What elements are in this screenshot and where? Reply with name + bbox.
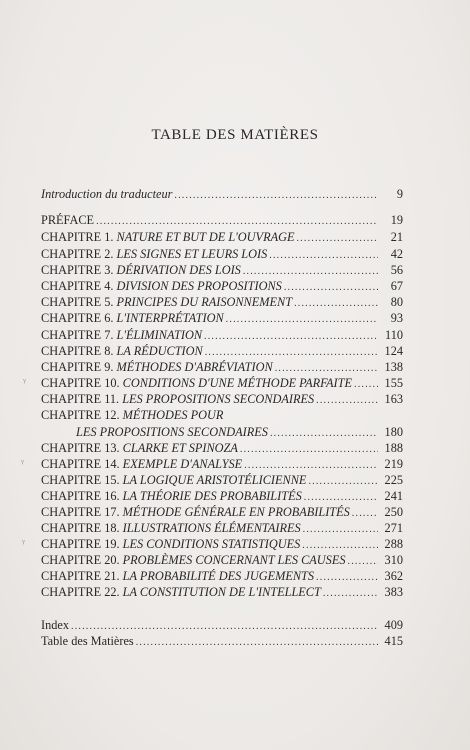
toc-entry-label: Introduction du traducteur: [41, 187, 173, 201]
toc-entry-chapter-3[interactable]: [41, 262, 403, 278]
chapter-number: CHAPITRE 12.: [41, 408, 120, 422]
chapter-number: CHAPITRE 4.: [41, 279, 114, 293]
toc-page-number: 138: [384, 360, 403, 374]
toc-entry-chapter-22[interactable]: [41, 584, 403, 600]
toc-page-number: 219: [384, 457, 403, 471]
chapter-title: LES PROPOSITIONS SECONDAIRES: [122, 392, 315, 406]
chapter-title: L'ÉLIMINATION: [116, 328, 203, 342]
chapter-title: ILLUSTRATIONS ÉLÉMENTAIRES: [122, 521, 301, 535]
chapter-number: CHAPITRE 2.: [41, 247, 114, 261]
chapter-number: CHAPITRE 21.: [41, 569, 120, 583]
chapter-number: CHAPITRE 19.: [41, 537, 120, 551]
chapter-number: CHAPITRE 3.: [41, 263, 114, 277]
toc-page-number: 124: [384, 344, 403, 358]
pencil-mark-icon: ᵞ: [23, 376, 26, 388]
toc-entry-chapter-2[interactable]: [41, 246, 403, 262]
chapter-title: EXEMPLE D'ANALYSE: [122, 457, 243, 471]
toc-entry-chapter-17[interactable]: [41, 504, 403, 520]
dot-leader: [136, 635, 378, 651]
toc-page-number: 188: [384, 441, 403, 455]
chapter-title: MÉTHODE GÉNÉRALE EN PROBABILITÉS: [122, 505, 350, 519]
chapter-number: CHAPITRE 22.: [41, 585, 120, 599]
chapter-title: LES CONDITIONS STATISTIQUES: [122, 537, 301, 551]
toc-entry-label: Table des Matières: [41, 634, 134, 648]
toc-entry-table-des-matieres[interactable]: [41, 633, 403, 649]
toc-entry-label: Index: [41, 618, 69, 632]
chapter-title: DIVISION DES PROPOSITIONS: [116, 279, 282, 293]
chapter-number: CHAPITRE 10.: [41, 376, 120, 390]
toc-entry-chapter-12[interactable]: [41, 407, 403, 423]
toc-entry-chapter-14[interactable]: [41, 456, 403, 472]
toc-entry-chapter-8[interactable]: [41, 343, 403, 359]
chapter-number: CHAPITRE 13.: [41, 441, 120, 455]
chapter-title: LA THÉORIE DES PROBABILITÉS: [122, 489, 302, 503]
toc-page-number: 362: [384, 569, 403, 583]
toc-entry-chapter-18[interactable]: [41, 520, 403, 536]
chapter-number: CHAPITRE 7.: [41, 328, 114, 342]
pencil-mark-icon: ᵞ: [21, 457, 24, 469]
toc-page-number: 80: [390, 295, 403, 309]
chapter-title: LA PROBABILITÉ DES JUGEMENTS: [122, 569, 315, 583]
chapter-title: NATURE ET BUT DE L'OUVRAGE: [116, 230, 295, 244]
toc-page-number: 310: [384, 553, 403, 567]
chapter-title: MÉTHODES POUR: [122, 408, 224, 422]
toc-page-number: 110: [385, 328, 403, 342]
toc-page-number: 155: [384, 376, 403, 390]
dot-leader: [323, 586, 378, 602]
toc-entry-chapter-10[interactable]: [41, 375, 403, 391]
dot-leader: [226, 312, 378, 328]
toc-page-number: 415: [384, 634, 403, 648]
chapter-title: LA LOGIQUE ARISTOTÉLICIENNE: [122, 473, 307, 487]
chapter-title: MÉTHODES D'ABRÉVIATION: [116, 360, 273, 374]
toc-page-number: 225: [384, 473, 403, 487]
toc-page-number: 56: [390, 263, 403, 277]
chapter-number: CHAPITRE 20.: [41, 553, 120, 567]
toc-page-number: 288: [384, 537, 403, 551]
chapter-title: LA RÉDUCTION: [116, 344, 203, 358]
chapter-number: CHAPITRE 5.: [41, 295, 114, 309]
toc-entry-chapter-7[interactable]: [41, 327, 403, 343]
chapter-title: PRINCIPES DU RAISONNEMENT: [116, 295, 293, 309]
chapter-number: CHAPITRE 14.: [41, 457, 120, 471]
toc-entry-chapter-11[interactable]: [41, 391, 403, 407]
toc-page-number: 42: [390, 247, 403, 261]
chapter-number: CHAPITRE 18.: [41, 521, 120, 535]
chapter-number: CHAPITRE 1.: [41, 230, 114, 244]
toc-entry-chapter-12-continued[interactable]: [76, 424, 403, 440]
toc-entry-chapter-16[interactable]: [41, 488, 403, 504]
toc-page-number: 241: [384, 489, 403, 503]
toc-page-number: 250: [384, 505, 403, 519]
chapter-number: CHAPITRE 17.: [41, 505, 120, 519]
toc-entry-chapter-4[interactable]: [41, 278, 403, 294]
chapter-number: CHAPITRE 6.: [41, 311, 114, 325]
toc-page-number: 163: [384, 392, 403, 406]
toc-entry-preface[interactable]: [41, 212, 403, 228]
toc-page-number: 93: [390, 311, 403, 325]
chapter-title: LES SIGNES ET LEURS LOIS: [116, 247, 268, 261]
pencil-mark-icon: ᵞ: [22, 537, 25, 549]
chapter-title: L'INTERPRÉTATION: [116, 311, 224, 325]
chapter-title: CONDITIONS D'UNE MÉTHODE PARFAITE: [122, 376, 352, 390]
chapter-number: CHAPITRE 11.: [41, 392, 120, 406]
toc-page-number: 383: [384, 585, 403, 599]
dot-leader: [296, 231, 378, 247]
page-title: TABLE DES MATIÈRES: [151, 127, 319, 143]
toc-page-number: 409: [384, 618, 403, 632]
toc-entry-chapter-20[interactable]: [41, 552, 403, 568]
chapter-number: PRÉFACE: [41, 213, 95, 227]
toc-page-number: 271: [384, 521, 403, 535]
chapter-number: CHAPITRE 8.: [41, 344, 114, 358]
toc-page-number: 9: [396, 187, 403, 201]
chapter-number: CHAPITRE 15.: [41, 473, 120, 487]
toc-entry-chapter-13[interactable]: [41, 440, 403, 456]
toc-entry-chapter-21[interactable]: [41, 568, 403, 584]
chapter-number: CHAPITRE 16.: [41, 489, 120, 503]
toc-entry-chapter-9[interactable]: [41, 359, 403, 375]
chapter-title: LA CONSTITUTION DE L'INTELLECT: [122, 585, 321, 599]
chapter-title: PROBLÈMES CONCERNANT LES CAUSES: [122, 553, 346, 567]
dot-leader: [96, 214, 378, 230]
toc-entry-chapter-19[interactable]: [41, 536, 403, 552]
toc-entry-chapter-5[interactable]: [41, 294, 403, 310]
toc-page-number: 67: [390, 279, 403, 293]
toc-page-number: 21: [390, 230, 403, 244]
toc-entry-chapter-15[interactable]: [41, 472, 403, 488]
chapter-title: LES PROPOSITIONS SECONDAIRES: [76, 425, 268, 439]
toc-page-number: 180: [384, 425, 403, 439]
toc-entry-intro[interactable]: [41, 186, 403, 202]
chapter-number: CHAPITRE 9.: [41, 360, 114, 374]
chapter-title: CLARKE ET SPINOZA: [122, 441, 238, 455]
chapter-title: DÉRIVATION DES LOIS: [116, 263, 241, 277]
toc-entry-chapter-1[interactable]: [41, 229, 403, 245]
dot-leader: [174, 188, 378, 204]
toc-entry-index[interactable]: [41, 617, 403, 633]
toc-entry-chapter-6[interactable]: [41, 310, 403, 326]
toc-page-number: 19: [390, 213, 403, 227]
